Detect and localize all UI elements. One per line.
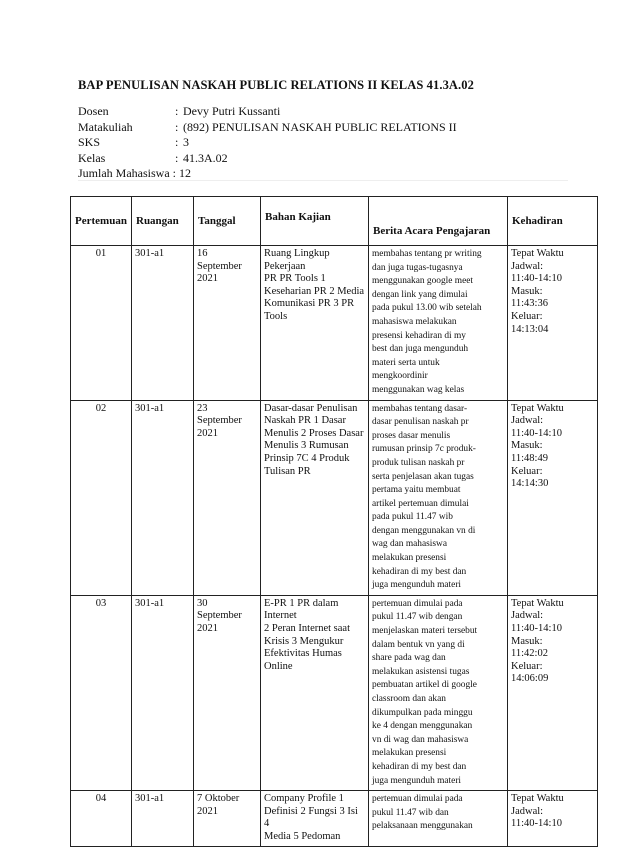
bap-table — [70, 196, 598, 847]
table-header-row — [71, 197, 598, 246]
table-row — [71, 791, 598, 846]
cell-bahan-kajian: E-PR 1 PR dalam Internet 2 Peran Internet saat Krisis 3 Mengukur Efektivitas Humas Online — [261, 595, 369, 790]
cell-kehadiran: Tepat Waktu Jadwal: 11:40-14:10 Masuk: 11:43:36 Keluar: 14:13:04 — [508, 246, 598, 401]
header-berita-acara — [369, 197, 508, 246]
cell-pertemuan: 01 — [71, 246, 132, 401]
table-row — [71, 400, 598, 595]
meta-value: 3 — [183, 135, 189, 149]
cell-tanggal: 23 September 2021 — [194, 400, 261, 595]
cell-pertemuan: 03 — [71, 595, 132, 790]
cell-bahan-kajian: Ruang Lingkup Pekerjaan PR PR Tools 1 Keseharian PR 2 Media Komunikasi PR 3 PR Tools — [261, 246, 369, 401]
cell-kehadiran: Tepat Waktu Jadwal: 11:40-14:10 — [508, 791, 598, 846]
meta-value: Devy Putri Kussanti — [183, 104, 281, 118]
meta-colon: : — [175, 104, 179, 118]
meta-label: Matakuliah — [78, 119, 133, 134]
meta-colon: : — [175, 135, 179, 149]
meta-colon: : — [175, 150, 179, 165]
cell-bahan-kajian: Company Profile 1 Definisi 2 Fungsi 3 Isi 4 Media 5 Pedoman — [261, 791, 369, 846]
course-meta — [78, 104, 457, 182]
meta-colon: : — [169, 166, 179, 180]
cell-tanggal: 30 September 2021 — [194, 595, 261, 790]
meta-label: Jumlah Mahasiswa — [78, 166, 170, 180]
cell-ruangan: 301-a1 — [132, 791, 194, 846]
header-pertemuan: Pertemuan — [71, 197, 132, 246]
meta-label: SKS — [78, 135, 101, 149]
cell-pertemuan: 04 — [71, 791, 132, 846]
meta-row-dosen — [78, 104, 457, 120]
cell-tanggal: 7 Oktober 2021 — [194, 791, 261, 846]
cell-kehadiran: Tepat Waktu Jadwal: 11:40-14:10 Masuk: 11:42:02 Keluar: 14:06:09 — [508, 595, 598, 790]
cell-kehadiran: Tepat Waktu Jadwal: 11:40-14:10 Masuk: 11:48:49 Keluar: 14:14:30 — [508, 400, 598, 595]
meta-value: 12 — [179, 166, 191, 180]
cell-berita-acara: membahas tentang dasar- dasar penulisan naskah pr proses dasar menulis rumusan prinsip 7c produk- produk tulisan naskah pr serta penjelasan akan tugas pertama yaitu membuat artikel pertemuan dimulai pada pukul 11.47 wib dengan menggunakan vn di wag dan mahasiswa melakukan presensi kehadiran di my best dan juga mengunduh materi — [369, 400, 508, 595]
cell-berita-acara: pertemuan dimulai pada pukul 11.47 wib dan pelaksanaan menggunakan — [369, 791, 508, 846]
cell-ruangan: 301-a1 — [132, 400, 194, 595]
meta-row-matakuliah — [78, 120, 457, 136]
table-row — [71, 246, 598, 401]
document-title: BAP PENULISAN NASKAH PUBLIC RELATIONS II KELAS 41.3A.02 — [78, 78, 474, 92]
cell-berita-acara: pertemuan dimulai pada pukul 11.47 wib dengan menjelaskan materi tersebut dalam bentuk vn yang di share pada wag dan melakukan asistensi tugas pembuatan artikel di google classroom dan akan dikumpulkan pada minggu ke 4 dengan menggunakan vn di wag dan mahasiswa melakukan presensi kehadiran di my best dan juga mengunduh materi — [369, 595, 508, 790]
divider — [78, 180, 568, 181]
cell-tanggal: 16 September 2021 — [194, 246, 261, 401]
cell-bahan-kajian: Dasar-dasar Penulisan Naskah PR 1 Dasar Menulis 2 Proses Dasar Menulis 3 Rumusan Prinsip 7C 4 Produk Tulisan PR — [261, 400, 369, 595]
header-kehadiran: Kehadiran — [508, 197, 598, 246]
meta-value: (892) PENULISAN NASKAH PUBLIC RELATIONS II — [183, 119, 457, 134]
meta-label: Dosen — [78, 104, 109, 118]
header-tanggal: Tanggal — [194, 197, 261, 246]
meta-row-kelas — [78, 151, 457, 167]
meta-colon: : — [175, 119, 179, 134]
cell-ruangan: 301-a1 — [132, 595, 194, 790]
meta-row-sks — [78, 135, 457, 151]
meta-value: 41.3A.02 — [183, 150, 228, 165]
meta-label: Kelas — [78, 150, 106, 165]
cell-berita-acara: membahas tentang pr writing dan juga tugas-tugasnya menggunakan google meet dengan link yang dimulai pada pukul 13.00 wib setelah mahasiswa melakukan presensi kehadiran di my best dan juga mengunduh materi serta untuk mengkoordinir menggunakan wag kelas — [369, 246, 508, 401]
cell-pertemuan: 02 — [71, 400, 132, 595]
table-row — [71, 595, 598, 790]
cell-ruangan: 301-a1 — [132, 246, 194, 401]
header-bahan-kajian-label: Bahan Kajian — [265, 210, 331, 223]
header-berita-acara-label: Berita Acara Pengajaran — [373, 225, 491, 237]
header-ruangan: Ruangan — [132, 197, 194, 246]
header-bahan-kajian — [261, 197, 369, 246]
